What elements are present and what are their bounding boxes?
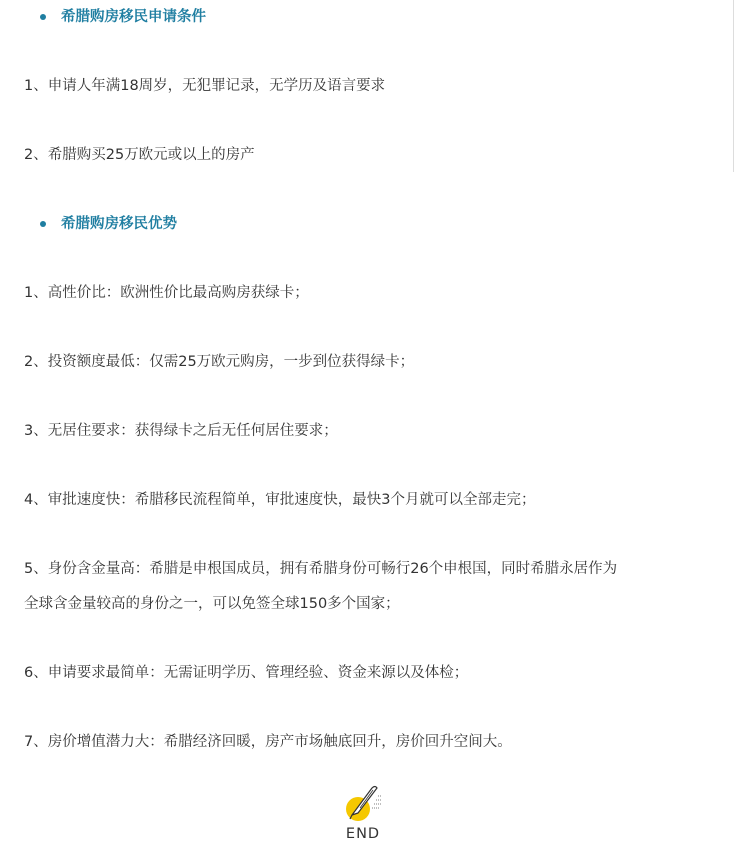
heading-text: 希腊购房移民申请条件 bbox=[61, 9, 206, 25]
advantage-item-2: 2、投资额度最低：仅需25万欧元购房，一步到位获得绿卡； bbox=[24, 354, 415, 370]
quill-pen-icon bbox=[338, 782, 386, 822]
advantage-item-6: 6、申请要求最简单：无需证明学历、管理经验、资金来源以及体检； bbox=[24, 665, 469, 681]
right-border-line bbox=[733, 0, 734, 172]
condition-item-1: 1、申请人年满18周岁，无犯罪记录，无学历及语言要求 bbox=[24, 78, 386, 94]
heading-text: 希腊购房移民优势 bbox=[61, 216, 177, 232]
advantage-item-3: 3、无居住要求：获得绿卡之后无任何居住要求； bbox=[24, 423, 338, 439]
end-label: END bbox=[345, 826, 381, 842]
end-mark bbox=[330, 782, 396, 848]
bullet-icon bbox=[40, 221, 46, 227]
advantage-item-4: 4、审批速度快：希腊移民流程简单，审批速度快，最快3个月就可以全部走完； bbox=[24, 492, 536, 508]
advantage-item-1: 1、高性价比：欧洲性价比最高购房获绿卡； bbox=[24, 285, 309, 301]
advantage-item-5-line-2: 全球含金量较高的身份之一，可以免签全球150多个国家； bbox=[24, 596, 400, 612]
advantage-item-7: 7、房价增值潜力大：希腊经济回暖，房产市场触底回升，房价回升空间大。 bbox=[24, 734, 512, 750]
advantage-item-5-line-1: 5、身份含金量高：希腊是申根国成员，拥有希腊身份可畅行26个申根国，同时希腊永居作为 bbox=[24, 561, 618, 577]
condition-item-2: 2、希腊购买25万欧元或以上的房产 bbox=[24, 147, 255, 163]
bullet-icon bbox=[40, 14, 46, 20]
